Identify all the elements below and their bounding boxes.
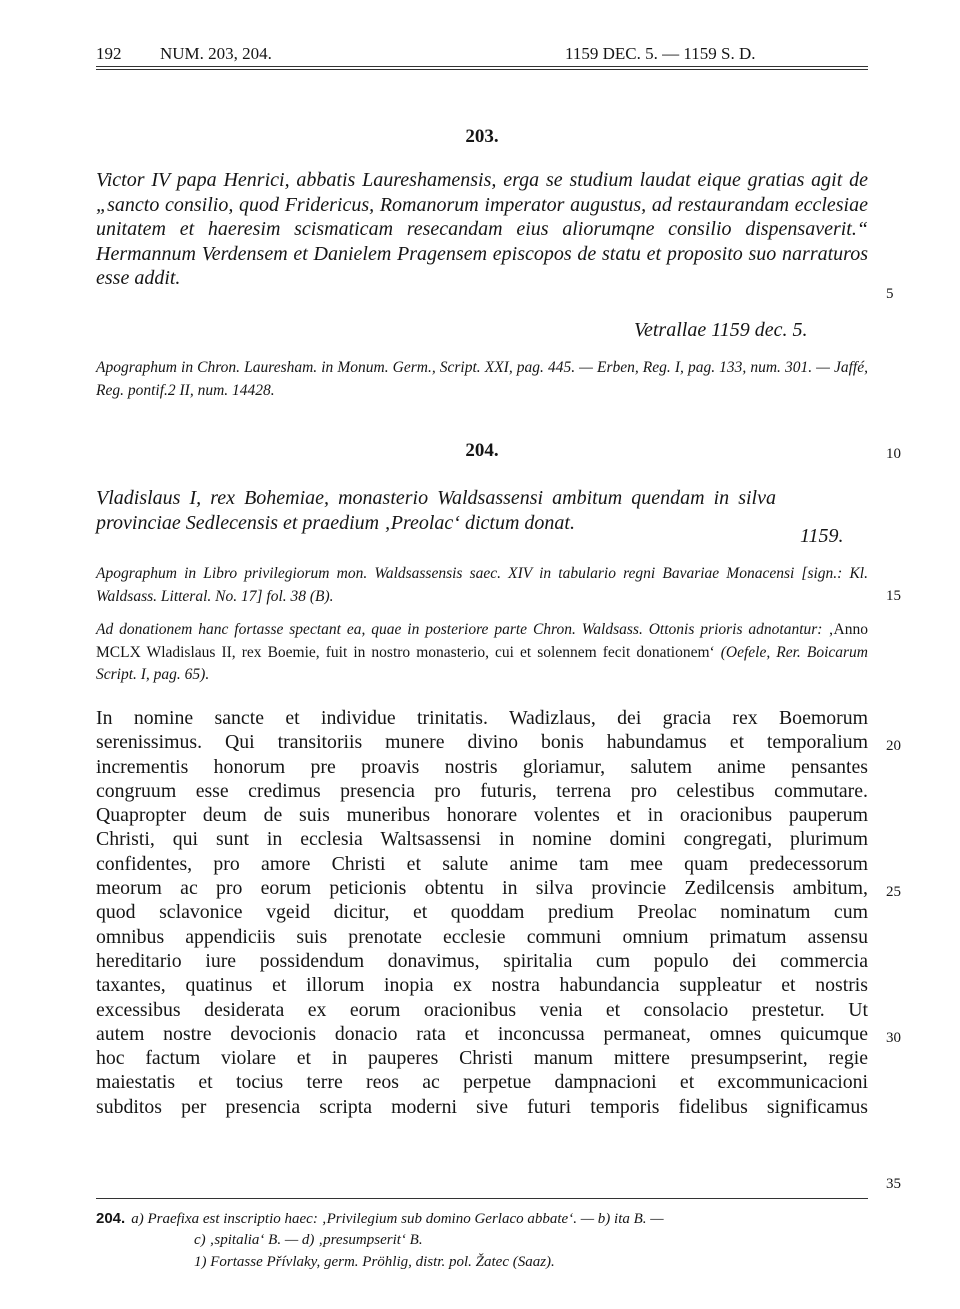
charter-line: hereditario iure possidendum donavimus, spiritalia cum populo dei commercia — [96, 949, 868, 972]
charter-line: confidentes, pro amore Christi et salute anime tam mee quam predecessorum — [96, 852, 868, 875]
charter-line: serenissimus. Qui transitoriis munere divino bonis habundamus et temporalium — [96, 731, 868, 754]
charter-line: subditos per presencia scripta moderni sive futuri temporis fidelibus significamus — [96, 1095, 868, 1118]
charter-line: autem nostre devocionis donacio rata et inconcussa permaneat, omnes quicumque — [96, 1022, 868, 1045]
doc203-regest: Victor IV papa Henrici, abbatis Laureshamensis, erga se studium laudat eique gratias agit de „sancto consilio, quod Fridericus, Romanorum imperator augustus, ad restaurandam ecclesiae unitatem et haeresim scismaticam resecandam eius aliorumqne consilio dispensaverit.“ Hermannum Verdensem et Danielem Pragensem episcopos de statu et proposito suo narraturos esse addit. — [96, 169, 868, 289]
doc203-number: 203. — [465, 126, 499, 147]
line-number-35: 35 — [886, 1176, 901, 1192]
footnote-rule — [96, 1198, 868, 1199]
footnote-a-b — [96, 1208, 868, 1230]
charter-line: Christi, qui sunt in ecclesia Waltsassensi in nomine domini congregati, plurimum — [96, 828, 868, 851]
charter-line: hoc factum violare et in pauperes Christi manum mittere presumpserint, regie — [96, 1047, 868, 1070]
footnote-1: 1) Fortasse Přívlaky, germ. Pröhlig, distr. pol. Žatec (Saaz). — [194, 1254, 555, 1270]
charter-text — [96, 706, 868, 1119]
line-number-5: 5 — [886, 286, 894, 302]
doc204-date: 1159. — [800, 525, 844, 547]
doc204-regest: Vladislaus I, rex Bohemiae, monasterio Waldsassensi ambitum quendam in silva provinciae Sedlecensis et praedium ‚Preolac‘ dictum donat. — [96, 487, 776, 534]
doc203-place-date: Vetrallae 1159 dec. 5. — [634, 319, 808, 341]
charter-line: excessibus desiderata ex eorum oracionibus venia et consolacio prestetur. Ut — [96, 998, 868, 1021]
header-rule-top — [96, 66, 868, 67]
charter-line: quod sclavonice vgeid dicitur, et quoddam predium Preolac nominatum cum — [96, 901, 868, 924]
charter-line: incrementis honorum pre proavis nostris gloriamur, salutem anime pensantes — [96, 755, 868, 778]
charter-line: omnibus appendiciis suis prenotate ecclesie communi omnium primatum assensu — [96, 925, 868, 948]
doc203-source: Apographum in Chron. Lauresham. in Monum. Germ., Script. XXI, pag. 445. — Erben, Reg. I, pag. 133, num. 301. — Jaffé, Reg. pontif.2 II, num. 14428. — [96, 359, 868, 399]
doc204-source-2-ref: (Oefele, Rer. Boicarum Script. I, pag. 65). — [96, 643, 868, 683]
header-rule-bottom — [96, 69, 868, 70]
line-number-25: 25 — [886, 884, 901, 900]
doc204-source-2 — [96, 619, 868, 687]
doc204-number: 204. — [465, 440, 499, 461]
charter-line: maiestatis et tocius terre reos ac perpetue dampnacioni et excommunicacioni — [96, 1071, 868, 1094]
line-number-15: 15 — [886, 588, 901, 604]
charter-line: taxantes, quatinus et illorum inopia ex nostra habundancia suppleatur et nostris — [96, 974, 868, 997]
line-number-30: 30 — [886, 1030, 901, 1046]
charter-line: In nomine sancte et individue trinitatis. Wadizlaus, dei gracia rex Boemorum — [96, 707, 868, 729]
header-nums: NUM. 203, 204. — [160, 44, 272, 63]
line-number-20: 20 — [886, 738, 901, 754]
doc204-source-2-italic: Ad donationem hanc fortasse spectant ea, quae in posteriore parte Chron. Waldsass. Ottonis prioris adnotantur: — [96, 621, 823, 638]
footnote-a: a) Praefixa est inscriptio haec: ‚Privilegium sub domino Gerlaco abbate‘. — b) ita B. — — [131, 1211, 664, 1227]
charter-line: meorum ac pro eorum peticionis obtentu in silva provincie Zedilcensis ambitum, — [96, 877, 868, 900]
doc204-source-2-quote: ‚Anno MCLX Wladislaus II, rex Boemie, fuit in nostro monasterio, cui et solennem fecit donationem‘ — [96, 621, 868, 661]
charter-line: Quapropter deum de suis muneribus honorare volentes et in oracionibus pauperum — [96, 804, 868, 827]
footnote-c-d: c) ‚spitalia‘ B. — d) ‚presumpserit‘ B. — [194, 1232, 423, 1248]
doc204-source-1: Apographum in Libro privilegiorum mon. Waldsassensis saec. XIV in tabulario regni Bavariae Monacensi [sign.: Kl. Waldsass. Litteral. No. 17] fol. 38 (B). — [96, 565, 868, 605]
page-number: 192 — [96, 44, 122, 63]
charter-line: congruum esse credimus presencia pro futuris, terrena pro celestibus commutare. — [96, 779, 868, 802]
line-number-10: 10 — [886, 446, 901, 462]
footnote-doc-label: 204. — [96, 1210, 126, 1227]
header-date-range: 1159 DEC. 5. — 1159 S. D. — [565, 44, 756, 63]
